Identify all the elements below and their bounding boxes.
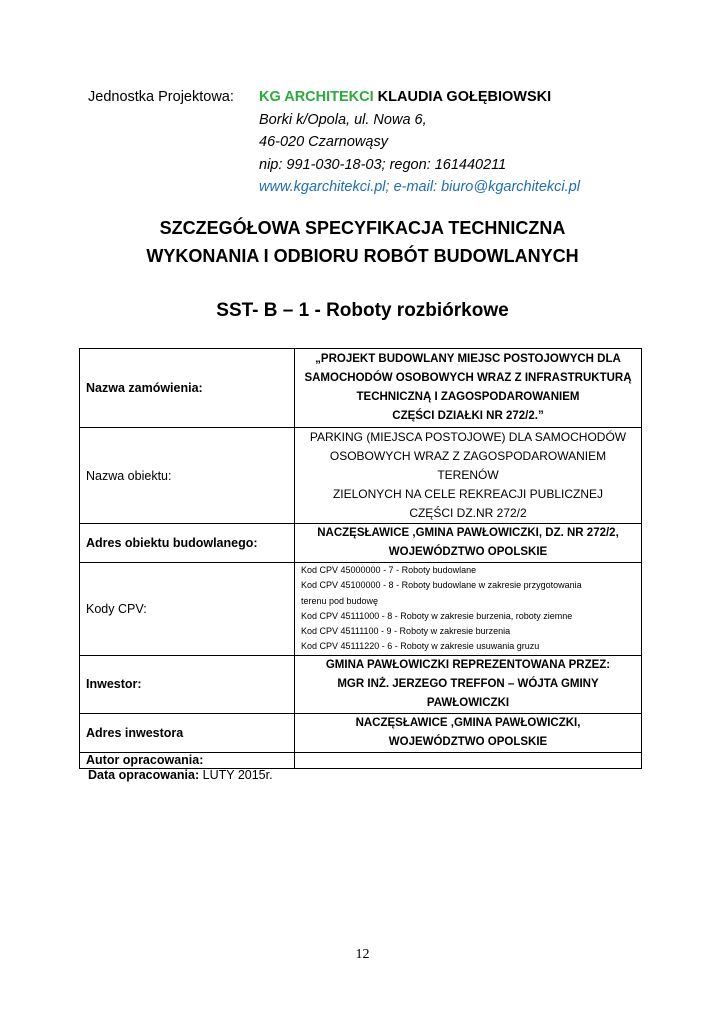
- row-value: PARKING (MIEJSCA POSTOJOWE) DLA SAMOCHODÓW OSOBOWYCH WRAZ Z ZAGOSPODAROWANIEM TERENÓW ZIELONYCH NA CELE REKREACJI PUBLICZNEJ CZĘŚCI DZ.NR 272/2: [295, 428, 642, 524]
- table-row: [80, 428, 642, 524]
- firm-contact[interactable]: www.kgarchitekci.pl; e-mail: biuro@kgarchitekci.pl: [259, 179, 580, 195]
- firm-name: KG ARCHITEKCI: [259, 89, 374, 105]
- table-row: [80, 524, 642, 563]
- row-label: Nazwa obiektu:: [80, 428, 295, 524]
- firm-address-line2: 46-020 Czarnowąsy: [259, 134, 388, 150]
- cpv-code: Kod CPV 45111220 - 6 - Roboty w zakresie usuwania gruzu: [301, 641, 540, 652]
- row-value: NACZĘSŁAWICE ,GMINA PAWŁOWICZKI, DZ. NR 272/2, WOJEWÓDZTWO OPOLSKIE: [295, 524, 642, 563]
- doc-title-line1: SZCZEGÓŁOWA SPECYFIKACJA TECHNICZNA: [159, 218, 566, 238]
- cpv-code: Kod CPV 45111100 - 9 - Roboty w zakresie burzenia: [301, 626, 511, 637]
- preparation-date: [88, 768, 273, 782]
- row-value: GMINA PAWŁOWICZKI REPREZENTOWANA PRZEZ: MGR INŻ. JERZEGO TREFFON – WÓJTA GMINY PAWŁOWICZKI: [295, 655, 642, 713]
- row-value-empty: [295, 752, 642, 768]
- cpv-code: Kod CPV 45100000 - 8 - Roboty budowlane w zakresie przygotowania: [301, 580, 582, 591]
- table-row: [80, 713, 642, 752]
- table-row: [80, 349, 642, 428]
- cpv-code: Kod CPV 45000000 - 7 - Roboty budowlane: [301, 565, 477, 575]
- row-label: Adres inwestora: [80, 713, 295, 752]
- date-value: LUTY 2015r.: [199, 768, 273, 782]
- date-label: Data opracowania:: [88, 768, 200, 782]
- row-label: Nazwa zamówienia:: [80, 349, 295, 428]
- row-label: Autor opracowania:: [80, 752, 295, 768]
- firm-ids: nip: 991-030-18-03; regon: 161440211: [259, 156, 507, 173]
- cpv-codes-list: [295, 563, 642, 656]
- design-unit-label: Jednostka Projektowa:: [88, 89, 234, 105]
- design-unit-details: [259, 86, 659, 199]
- firm-line: [259, 86, 659, 109]
- table-row: [80, 752, 642, 768]
- row-value: NACZĘSŁAWICE ,GMINA PAWŁOWICZKI, WOJEWÓDZTWO OPOLSKIE: [295, 713, 642, 752]
- firm-address-line1: Borki k/Opola, ul. Nowa 6,: [259, 111, 427, 128]
- doc-title-line2: WYKONANIA I ODBIORU ROBÓT BUDOWLANYCH: [146, 246, 579, 266]
- row-label: Kody CPV:: [80, 563, 295, 656]
- row-label: Inwestor:: [80, 655, 295, 713]
- cpv-code: terenu pod budowę: [301, 595, 379, 606]
- project-info-table: [79, 348, 642, 769]
- table-row: [80, 563, 642, 656]
- table-row: [80, 655, 642, 713]
- row-value: „PROJEKT BUDOWLANY MIEJSC POSTOJOWYCH DLA SAMOCHODÓW OSOBOWYCH WRAZ Z INFRASTRUKTURĄ TECHNICZNĄ I ZAGOSPODAROWANIEM CZĘŚCI DZIAŁKI NR 272/2.”: [295, 349, 642, 428]
- doc-subtitle: SST- B – 1 - Roboty rozbiórkowe: [216, 300, 509, 321]
- firm-owner: KLAUDIA GOŁĘBIOWSKI: [373, 89, 552, 105]
- row-label: Adres obiektu budowlanego:: [80, 524, 295, 563]
- cpv-code: Kod CPV 45111000 - 8 - Roboty w zakresie burzenia, roboty ziemne: [301, 610, 573, 621]
- page-number: 12: [355, 947, 370, 962]
